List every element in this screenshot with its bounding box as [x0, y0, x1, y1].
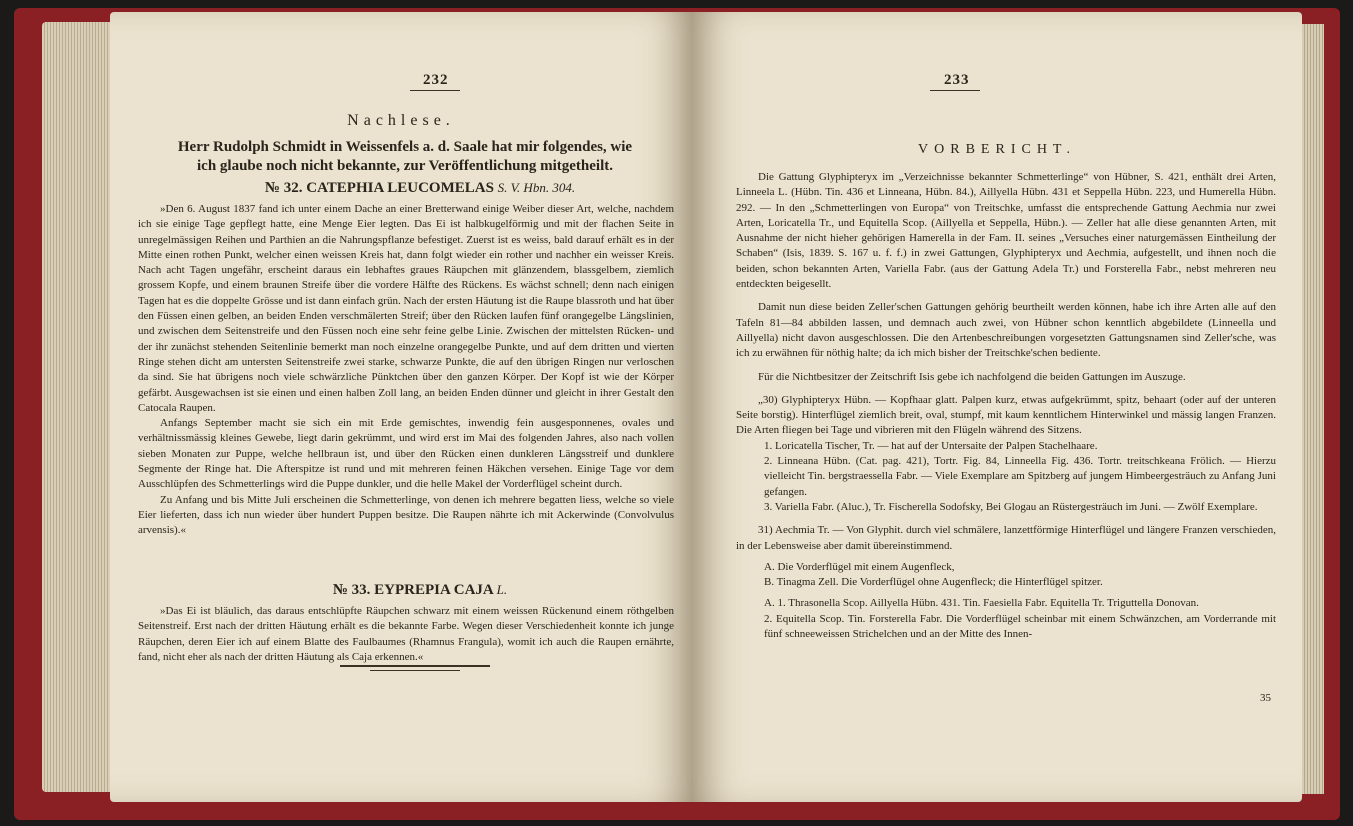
list-item: 1. Loricatella Tischer, Tr. — hat auf der Untersaite der Palpen Stachelhaare.	[764, 439, 1098, 452]
right-page	[692, 12, 1302, 802]
species-list	[736, 439, 1276, 515]
paragraph: Die Gattung Glyphipteryx im „Verzeichnisse bekannter Schmetterlinge“ von Hübner, S. 421, enthält drei Arten, Linneela L. (Hübn. Tin. 436 et Linneana, Hübn. 84.), Aillyella Hübn. 431 et Seppella Hübn. 223, und Humerella Hübn. 292. — In den „Schmetterlingen von Europa“ von Treitschke, umfasst die entsprechende Gattung Aechmia nur zwei Arten, Loricatella Tr., und Equitella Scop. (Aillyella et Seppella, Hübn.). — Zeller hat alle diese genannten Arten, mit Ausnahme der nicht hieher gehörigen Hamerella in der Fam. II. seines „Versuches einer naturgemässen Eintheilung der Schaben“ (Isis, 1839. S. 167 u. f. f.) in zwei Gattungen, Glyphipteryx und Aechmia, aufgestellt, und ihnen noch die beiden, schon bekannten Arten, Variella Fabr. (aus der Gattung Adela Tr.) und Forsterella Fabr., nebst mehreren neu entdeckten beigesellt.	[736, 171, 1276, 291]
entry-heading: № 32. CATEPHIA LEUCOMELAS S. V. Hbn. 304.	[264, 180, 576, 196]
page-subtitle: Herr Rudolph Schmidt in Weissenfels a. d. Saale hat mir folgendes, wie ich glaube noch nicht bekannte, zur Veröffentlichung mitgetheilt.	[177, 139, 633, 174]
page-number: 233	[944, 72, 970, 88]
list-item: A. 1. Thrasonella Scop. Aillyella Hübn. 431. Tin. Faesiella Fabr. Equitella Tr. Triguttella Donovan.	[764, 597, 1199, 610]
list-item: 2. Linneana Hübn. (Cat. pag. 421), Tortr. Fig. 84, Linneella Fig. 436. Tortr. treitschkeana Frölich. — Hierzu vielleicht Tin. bergstraessella Fabr. — Viele Exemplare am Spitzberg auf jungem Himbeergesträuch zu Anfang Juni gefangen.	[764, 455, 1276, 498]
page-number-rule	[410, 90, 460, 91]
list-item: 3. Variella Fabr. (Aluc.), Tr. Fischerella Sodofsky, Bei Glogau an Rüstergesträuch im Juni. — Zwölf Exemplare.	[764, 500, 1258, 513]
entry-heading: № 33. EYPREPIA CAJA L.	[332, 582, 508, 598]
paragraph: »Das Ei ist bläulich, das daraus entschlüpfte Räupchen schwarz mit einem weissen Rückenund einem röthgelben Seitenstreif. Erst nach der dritten Häutung erhält es die bekannte Farbe. Wegen dieser Verschiedenheit konnte ich junge Räupchen, deren Eier ich auf einem Blatte des Faulbaumes (Rhamnus Frangula), womit ich auch die Raupen ernährte, fand, nicht eher als nach der dritten Häutung als Caja erkennen.«	[138, 605, 674, 663]
paragraph: Damit nun diese beiden Zeller'schen Gattungen gehörig beurtheilt werden können, habe ich ihre Arten alle auf den Tafeln 81—84 abbilden lassen, und demnach auch zwei, von Hübner schon kenntlich abgebildete (Linneella und Aillyella) nicht davon ausgeschlossen. Die den Artenbeschreibungen vorgesetzten Gattungsnamen sind Zeller'sche, was ich zu erwähnen für nöthig halte; da ich mich bisher der Treitschke'schen bediente.	[736, 301, 1276, 360]
left-page	[110, 12, 692, 802]
paragraph: „30) Glyphipteryx Hübn. — Kopfhaar glatt. Palpen kurz, etwas aufgekrümmt, spitz, behaart (oder auf der unteren Seite borstig). Hinterflügel ziemlich breit, oval, stumpf, mit kaum kenntlichem Hinterwinkel und mässig langen Franzen. Die Arten fliegen bei Tage und vibrieren mit den Flügeln während des Sitzens.	[736, 393, 1276, 437]
paragraph: »Den 6. August 1837 fand ich unter einem Dache an einer Bretterwand einige Weiber dieser Art, welche, nachdem ich sie einige Tage gepflegt hatte, eine Menge Eier legten. Das Ei ist halbkugelförmig und mit der flachen Seite in unregelmässigen Reihen und Parthien an die Nahrungspflanze befestiget. Zuerst ist es weiss, bald darauf erhält es in der Mitte einen rothen Punkt, welcher einen weissen Kreis hat, dann folgt wieder ein rother und nachher ein weisser Kreis. Nach acht Tagen ungefähr, erscheint daraus ein lebhaftes graues Räupchen mit glänzendem, blassgelbem, ziemlich grossem Kopfe, und einem braunen Streife über die vordere Hälfte des Rückens. Es wächst schnell; denn nach einigen Tagen hat es die doppelte Grösse und ist dann einfach grün. Nach der ersten Häutung ist die Raupe blassroth und hat über den Füssen einen gelben, an beiden Enden verschmälerten Streif; über den Rücken laufen fünf orangegelbe Längslinien, und zwischen dem Seitenstreife und den Füssen noch eine sehr feine gelbe Linie. Zwischen der mittelsten Rücken- und der ihr zunächst stehenden Seitenlinie bemerkt man noch einzelne orangegelbe Punkte, und auf dem dritten und vierten Ringe stehen dicht am untersten Seitenstreife zwei starke, schwarze Punkte, die auf den übrigen Ringen nur verloschen da sind. Sie hat übrigens noch viele schwärzliche Pünktchen über den ganzen Körper. Der Kopf ist wie der Körper gefärbt. Ausgewachsen ist sie einen und einen halben Zoll lang, an beiden Enden dünner und gleicht in ihrer Gestalt den Catocala Raupen.	[138, 203, 674, 414]
species-list	[736, 596, 1276, 642]
section-rule	[340, 665, 490, 667]
group-list	[736, 560, 1276, 591]
list-item: 2. Equitella Scop. Tin. Forsterella Fabr. Die Vorderflügel scheinbar mit einem Schwänzchen, am Vorderrande mit fünf schneeweissen Strichelchen und an der Mitte des Innen-	[764, 612, 1276, 641]
body-text	[138, 202, 674, 539]
list-item: A. Die Vorderflügel mit einem Augenfleck,	[764, 560, 955, 573]
paragraph: Anfangs September macht sie sich ein mit Erde gemischtes, inwendig fein ausgesponnenes, ovales und verhältnissmässig kleines Gewebe, liegt darin gekrümmt, und wird erst im Mai des folgenden Jahres, also nach vollen sieben Monaten zur Puppe, welche hellbraun ist, und über den Rücken einen dunkleren Längsstreif und dunklere Segmente der Ringe hat. Die Afterspitze ist rund und mit mehreren feinen Häkchen versehen. Einige Tage vor dem Ausschlüpfen des Schmetterlings wird die Puppe dunkler, und die helle Makel der Vorderflügel scheint durch.	[138, 417, 674, 491]
page-number-rule	[930, 90, 980, 91]
paragraph: Zu Anfang und bis Mitte Juli erscheinen die Schmetterlinge, von denen ich mehrere begatten liess, welche so viele Eier lieferten, dass ich nun wieder über hundert Puppen besitze. Die Raupen nährte ich mit Ackerwinde (Convolvulus arvensis).«	[138, 493, 674, 537]
signature-mark: 35	[1260, 692, 1271, 704]
paragraph: Für die Nichtbesitzer der Zeitschrift Isis gebe ich nachfolgend die beiden Gattungen im Auszuge.	[758, 370, 1186, 383]
body-text	[138, 604, 674, 665]
page-edges-right	[1302, 24, 1324, 794]
body-text	[736, 170, 1276, 642]
paragraph: 31) Aechmia Tr. — Von Glyphit. durch viel schmälere, lanzettförmige Hinterflügel und längere Franzen verschieden, in der Lebensweise aber damit übereinstimmend.	[736, 524, 1276, 552]
list-item: B. Tinagma Zell. Die Vorderflügel ohne Augenfleck; die Hinterflügel spitzer.	[764, 576, 1103, 589]
page-title: VORBERICHT.	[918, 142, 1076, 157]
page-number: 232	[423, 72, 449, 88]
section-rule	[370, 670, 460, 671]
page-title: Nachlese.	[347, 112, 455, 129]
